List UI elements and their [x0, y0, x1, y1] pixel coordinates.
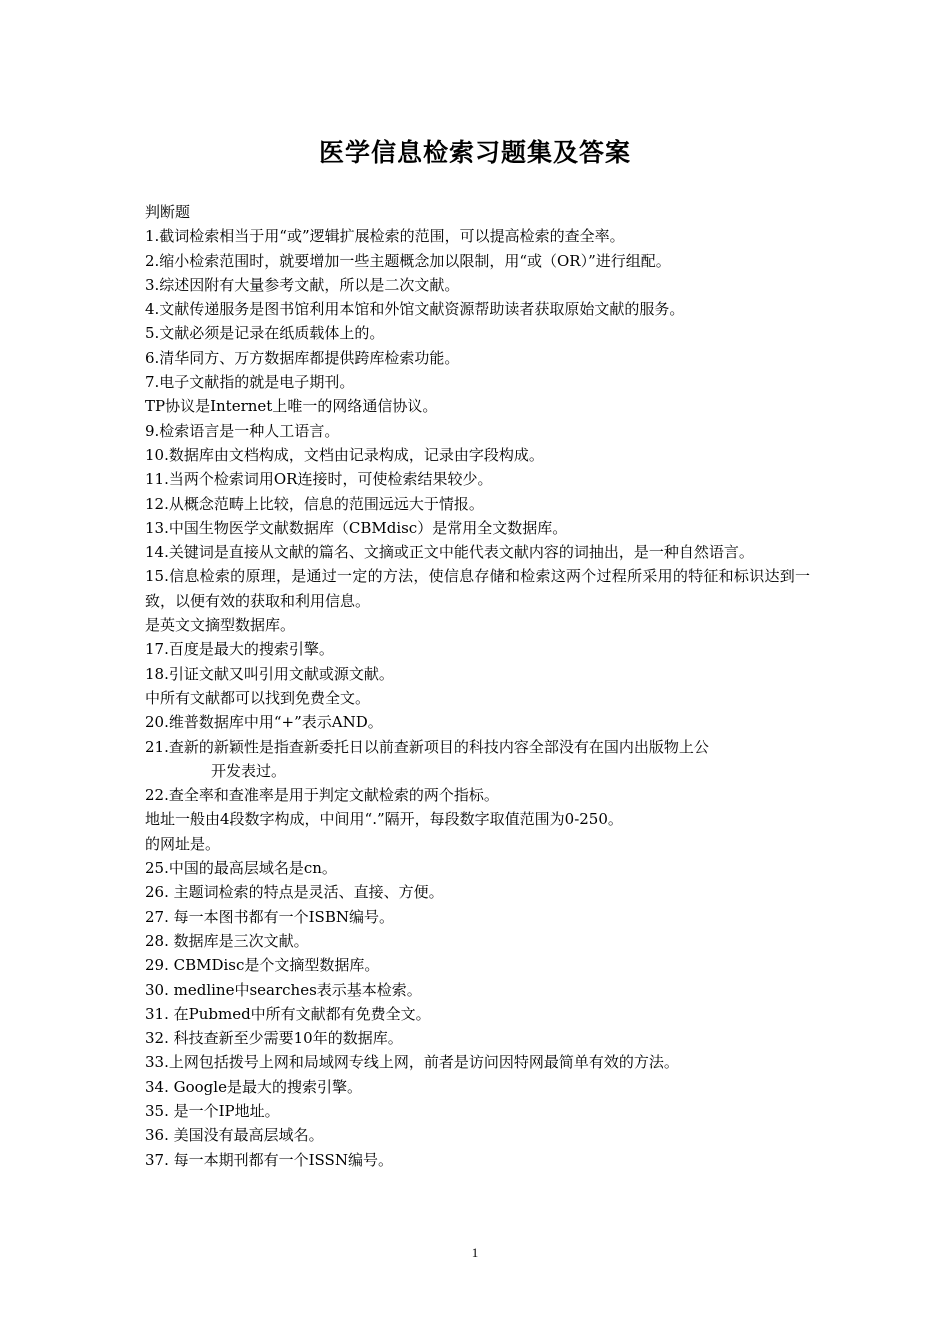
list-item: 地址一般由4段数字构成，中间用“.”隔开，每段数字取值范围为0-250。 — [145, 810, 623, 829]
question-list — [145, 200, 810, 1172]
list-item: 26. 主题词检索的特点是灵活、直接、方便。 — [145, 883, 444, 902]
list-item: 2.缩小检索范围时，就要增加一些主题概念加以限制，用“或（OR）”进行组配。 — [145, 251, 671, 270]
list-item: 28. 数据库是三次文献。 — [145, 931, 309, 950]
list-item: 31. 在Pubmed中所有文献都有免费全文。 — [145, 1004, 431, 1023]
list-item: 是英文文摘型数据库。 — [145, 616, 296, 635]
list-item: 36. 美国没有最高层域名。 — [145, 1126, 324, 1145]
list-item: 27. 每一本图书都有一个ISBN编号。 — [145, 907, 394, 926]
list-item: 11.当两个检索词用OR连接时，可使检索结果较少。 — [145, 470, 493, 489]
list-item: 10.数据库由文档构成，文档由记录构成，记录由字段构成。 — [145, 445, 544, 464]
list-item: 的网址是。 — [145, 834, 221, 853]
list-item: 37. 每一本期刊都有一个ISSN编号。 — [145, 1150, 393, 1169]
list-item: 15.信息检索的原理，是通过一定的方法，使信息存储和检索这两个过程所采用的特征和标识达到一致，以便有效的获取和利用信息。 — [145, 567, 810, 610]
list-item-21-first: 21.查新的新颖性是指查新委托日以前查新项目的科技内容全部没有在国内出版物上公 — [145, 737, 709, 756]
list-item-21-continuation: 开发表过。 — [211, 761, 287, 780]
list-item: 3.综述因附有大量参考文献，所以是二次文献。 — [145, 275, 460, 294]
list-item: 32. 科技查新至少需要10年的数据库。 — [145, 1029, 403, 1048]
section-heading: 判断题 — [145, 203, 191, 221]
list-item: 30. medline中searches表示基本检索。 — [145, 980, 422, 999]
list-item: 22.查全率和查准率是用于判定文献检索的两个指标。 — [145, 786, 499, 805]
list-item: 35. 是一个IP地址。 — [145, 1101, 280, 1120]
list-item: 13.中国生物医学文献数据库（CBMdisc）是常用全文数据库。 — [145, 518, 568, 537]
list-item: 18.引证文献又叫引用文献或源文献。 — [145, 664, 394, 683]
list-item: 33.上网包括拨号上网和局域网专线上网，前者是访问因特网最简单有效的方法。 — [145, 1053, 679, 1072]
list-item: 6.清华同方、万方数据库都提供跨库检索功能。 — [145, 348, 460, 367]
list-item: TP协议是Internet上唯一的网络通信协议。 — [145, 397, 438, 416]
list-item: 29. CBMDisc是个文摘型数据库。 — [145, 956, 380, 975]
list-item: 14.关键词是直接从文献的篇名、文摘或正文中能代表文献内容的词抽出，是一种自然语言。 — [145, 543, 754, 562]
page-title: 医学信息检索习题集及答案 — [318, 138, 631, 167]
list-item: 中所有文献都可以找到免费全文。 — [145, 688, 371, 707]
list-item: 9.检索语言是一种人工语言。 — [145, 421, 340, 440]
list-item: 1.截词检索相当于用“或”逻辑扩展检索的范围，可以提高检索的查全率。 — [145, 227, 625, 246]
list-item: 4.文献传递服务是图书馆利用本馆和外馆文献资源帮助读者获取原始文献的服务。 — [145, 300, 685, 319]
list-item: 12.从概念范畴上比较，信息的范围远远大于情报。 — [145, 494, 484, 513]
list-item: 20.维普数据库中用“+”表示AND。 — [145, 713, 383, 732]
list-item: 7.电子文献指的就是电子期刊。 — [145, 373, 355, 392]
list-item: 34. Google是最大的搜索引擎。 — [145, 1077, 362, 1096]
list-item: 5.文献必须是记录在纸质载体上的。 — [145, 324, 385, 343]
list-item-21 — [145, 735, 810, 784]
list-item: 17.百度是最大的搜索引擎。 — [145, 640, 334, 659]
list-item: 25.中国的最高层域名是cn。 — [145, 859, 337, 878]
page-number: 1 — [471, 1245, 479, 1260]
